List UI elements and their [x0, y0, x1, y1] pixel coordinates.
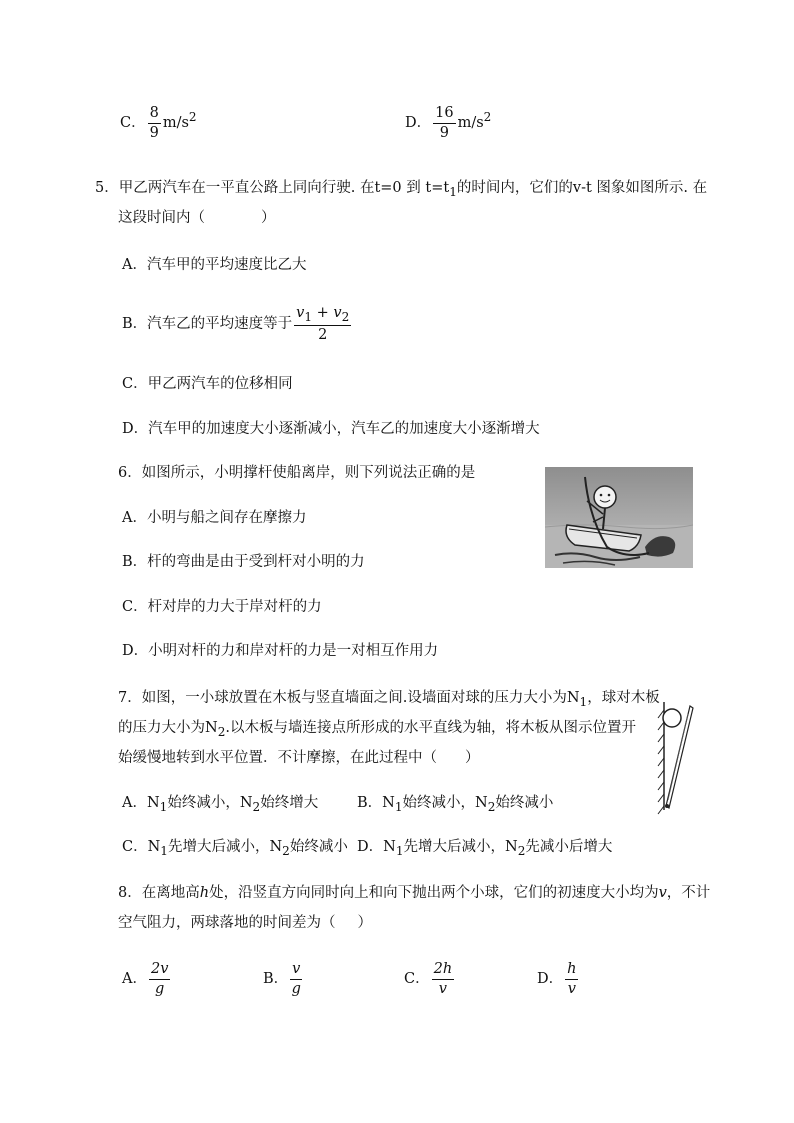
stem-text: 空气阻力，两球落地的时间差为（ [118, 915, 336, 931]
fraction [294, 306, 351, 342]
denominator: v [438, 980, 447, 997]
fraction [148, 106, 161, 140]
numerator: h [565, 962, 578, 980]
stem-text: 处，沿竖直方向同时向上和向下抛出两个小球，它们的初速度大小均为 [209, 885, 659, 901]
q6-option-d: D．小明对杆的力和岸对杆的力是一对相互作用力 [122, 643, 439, 659]
stem-text: .以木板与墙连接点所形成的水平直线为轴，将木板从图示位置开 [225, 720, 636, 736]
denominator: 9 [149, 124, 159, 141]
option-text: 始终减小，N [167, 795, 253, 811]
stem-text: 始缓慢地转到水平位置．不计摩擦，在此过程中（ [118, 750, 437, 766]
q6-option-a: A．小明与船之间存在摩擦力 [122, 510, 307, 526]
exponent: 2 [483, 110, 492, 125]
q4-option-d [405, 106, 491, 140]
stem-text: ，不计 [666, 885, 711, 901]
numerator: v [290, 962, 302, 980]
boat-figure [545, 467, 693, 568]
q5-option-d: D．汽车甲的加速度大小逐渐减小，汽车乙的加速度大小逐渐增大 [122, 421, 540, 437]
numerator: 8 [148, 106, 161, 124]
q5-stem-line1 [95, 176, 707, 199]
subscript: 1 [160, 843, 168, 858]
q8-option-d [537, 962, 580, 996]
numerator [294, 306, 351, 326]
q7-stem-line3 [118, 746, 480, 767]
option-text: 始终增大 [260, 795, 319, 811]
q7-option-c [122, 835, 348, 858]
subscript: 1 [579, 694, 588, 709]
person-head [594, 486, 616, 508]
fraction [149, 962, 170, 996]
variable-v: v [658, 885, 667, 901]
q7-option-b [357, 791, 553, 814]
wall-board-figure [656, 700, 696, 820]
option-text: 始终减小 [495, 795, 554, 811]
numerator: 2h [432, 962, 455, 980]
option-text: 始终减小，N [402, 795, 488, 811]
q5-option-c: C．甲乙两汽车的位移相同 [122, 376, 293, 392]
q8-option-b [263, 962, 304, 996]
option-text: A．N [122, 795, 160, 811]
var: v [296, 305, 305, 321]
q7-option-d [357, 835, 612, 858]
option-text: B．N [357, 795, 395, 811]
subscript: 2 [252, 799, 261, 814]
subscript: 2 [517, 843, 526, 858]
denominator: g [155, 980, 165, 997]
fraction [565, 962, 578, 996]
option-text: 先增大后减小，N [167, 839, 283, 855]
subscript: 1 [394, 799, 403, 814]
option-text: 先增大后减小，N [403, 839, 518, 855]
option-text: D．N [357, 839, 396, 855]
stem-text: ，球对木板 [587, 690, 660, 706]
stem-text: ） [465, 750, 480, 766]
stem-text: 7．如图，一小球放置在木板与竖直墙面之间.设墙面对球的压力大小为N [118, 690, 580, 706]
q5-option-a: A．汽车甲的平均速度比乙大 [122, 257, 307, 273]
fraction [433, 106, 455, 140]
pivot [665, 804, 669, 808]
option-text: 先减小后增大 [525, 839, 613, 855]
stem-text: ） [261, 210, 276, 226]
option-label: D． [405, 115, 432, 131]
unit: m/s [457, 115, 484, 131]
option-label: C． [120, 115, 146, 131]
option-label: C． [404, 971, 430, 987]
option-text: 始终减小 [289, 839, 348, 855]
q6-option-c: C．杆对岸的力大于岸对杆的力 [122, 599, 322, 615]
subscript: 1 [304, 309, 313, 324]
option-label: A． [122, 971, 147, 987]
plus: + [312, 305, 334, 321]
exponent: 2 [188, 110, 197, 125]
variable-h: h [199, 885, 210, 901]
q8-stem-line2 [118, 911, 372, 932]
subscript: 2 [282, 843, 290, 858]
subscript: 1 [449, 184, 457, 199]
q8-option-c [404, 962, 456, 996]
stem-text: 甲乙两汽车在一平直公路上同向行驶. 在t=0 到 t=t [118, 180, 450, 196]
option-label: B． [263, 971, 289, 987]
q5-option-b [122, 306, 353, 342]
q8-option-a [122, 962, 172, 996]
subscript: 2 [487, 799, 496, 814]
q6-stem: 6．如图所示，小明撑杆使船离岸，则下列说法正确的是 [118, 465, 476, 481]
stem-text: 的压力大小为N [118, 720, 218, 736]
fraction [290, 962, 302, 996]
q7-stem-line1 [118, 686, 660, 709]
stem-text: 的时间内，它们的v-t 图象如图所示. 在 [456, 180, 708, 196]
q4-option-c [120, 106, 197, 140]
denominator: 2 [318, 326, 328, 343]
stem-text: 8．在离地高 [118, 885, 200, 901]
subscript: 2 [217, 724, 226, 739]
unit: m/s [162, 115, 189, 131]
option-text: B．汽车乙的平均速度等于 [122, 316, 293, 333]
ball [663, 709, 681, 727]
subscript: 2 [341, 309, 350, 324]
q7-stem-line2 [118, 716, 636, 739]
numerator: 2v [149, 962, 170, 980]
q5-stem-line2 [118, 206, 276, 227]
question-number: 5． [95, 180, 119, 196]
stem-text: ） [357, 915, 372, 931]
denominator: 9 [439, 124, 449, 141]
denominator: v [567, 980, 576, 997]
option-text: C．N [122, 839, 161, 855]
stem-text: 这段时间内（ [118, 210, 205, 226]
q6-option-b: B．杆的弯曲是由于受到杆对小明的力 [122, 554, 365, 570]
numerator: 16 [433, 106, 455, 124]
q8-stem-line1 [118, 881, 710, 902]
q7-option-a [122, 791, 318, 814]
fraction [432, 962, 455, 996]
subscript: 1 [159, 799, 168, 814]
denominator: g [291, 980, 301, 997]
var: v [333, 305, 342, 321]
option-label: D． [537, 971, 564, 987]
subscript: 1 [395, 843, 404, 858]
